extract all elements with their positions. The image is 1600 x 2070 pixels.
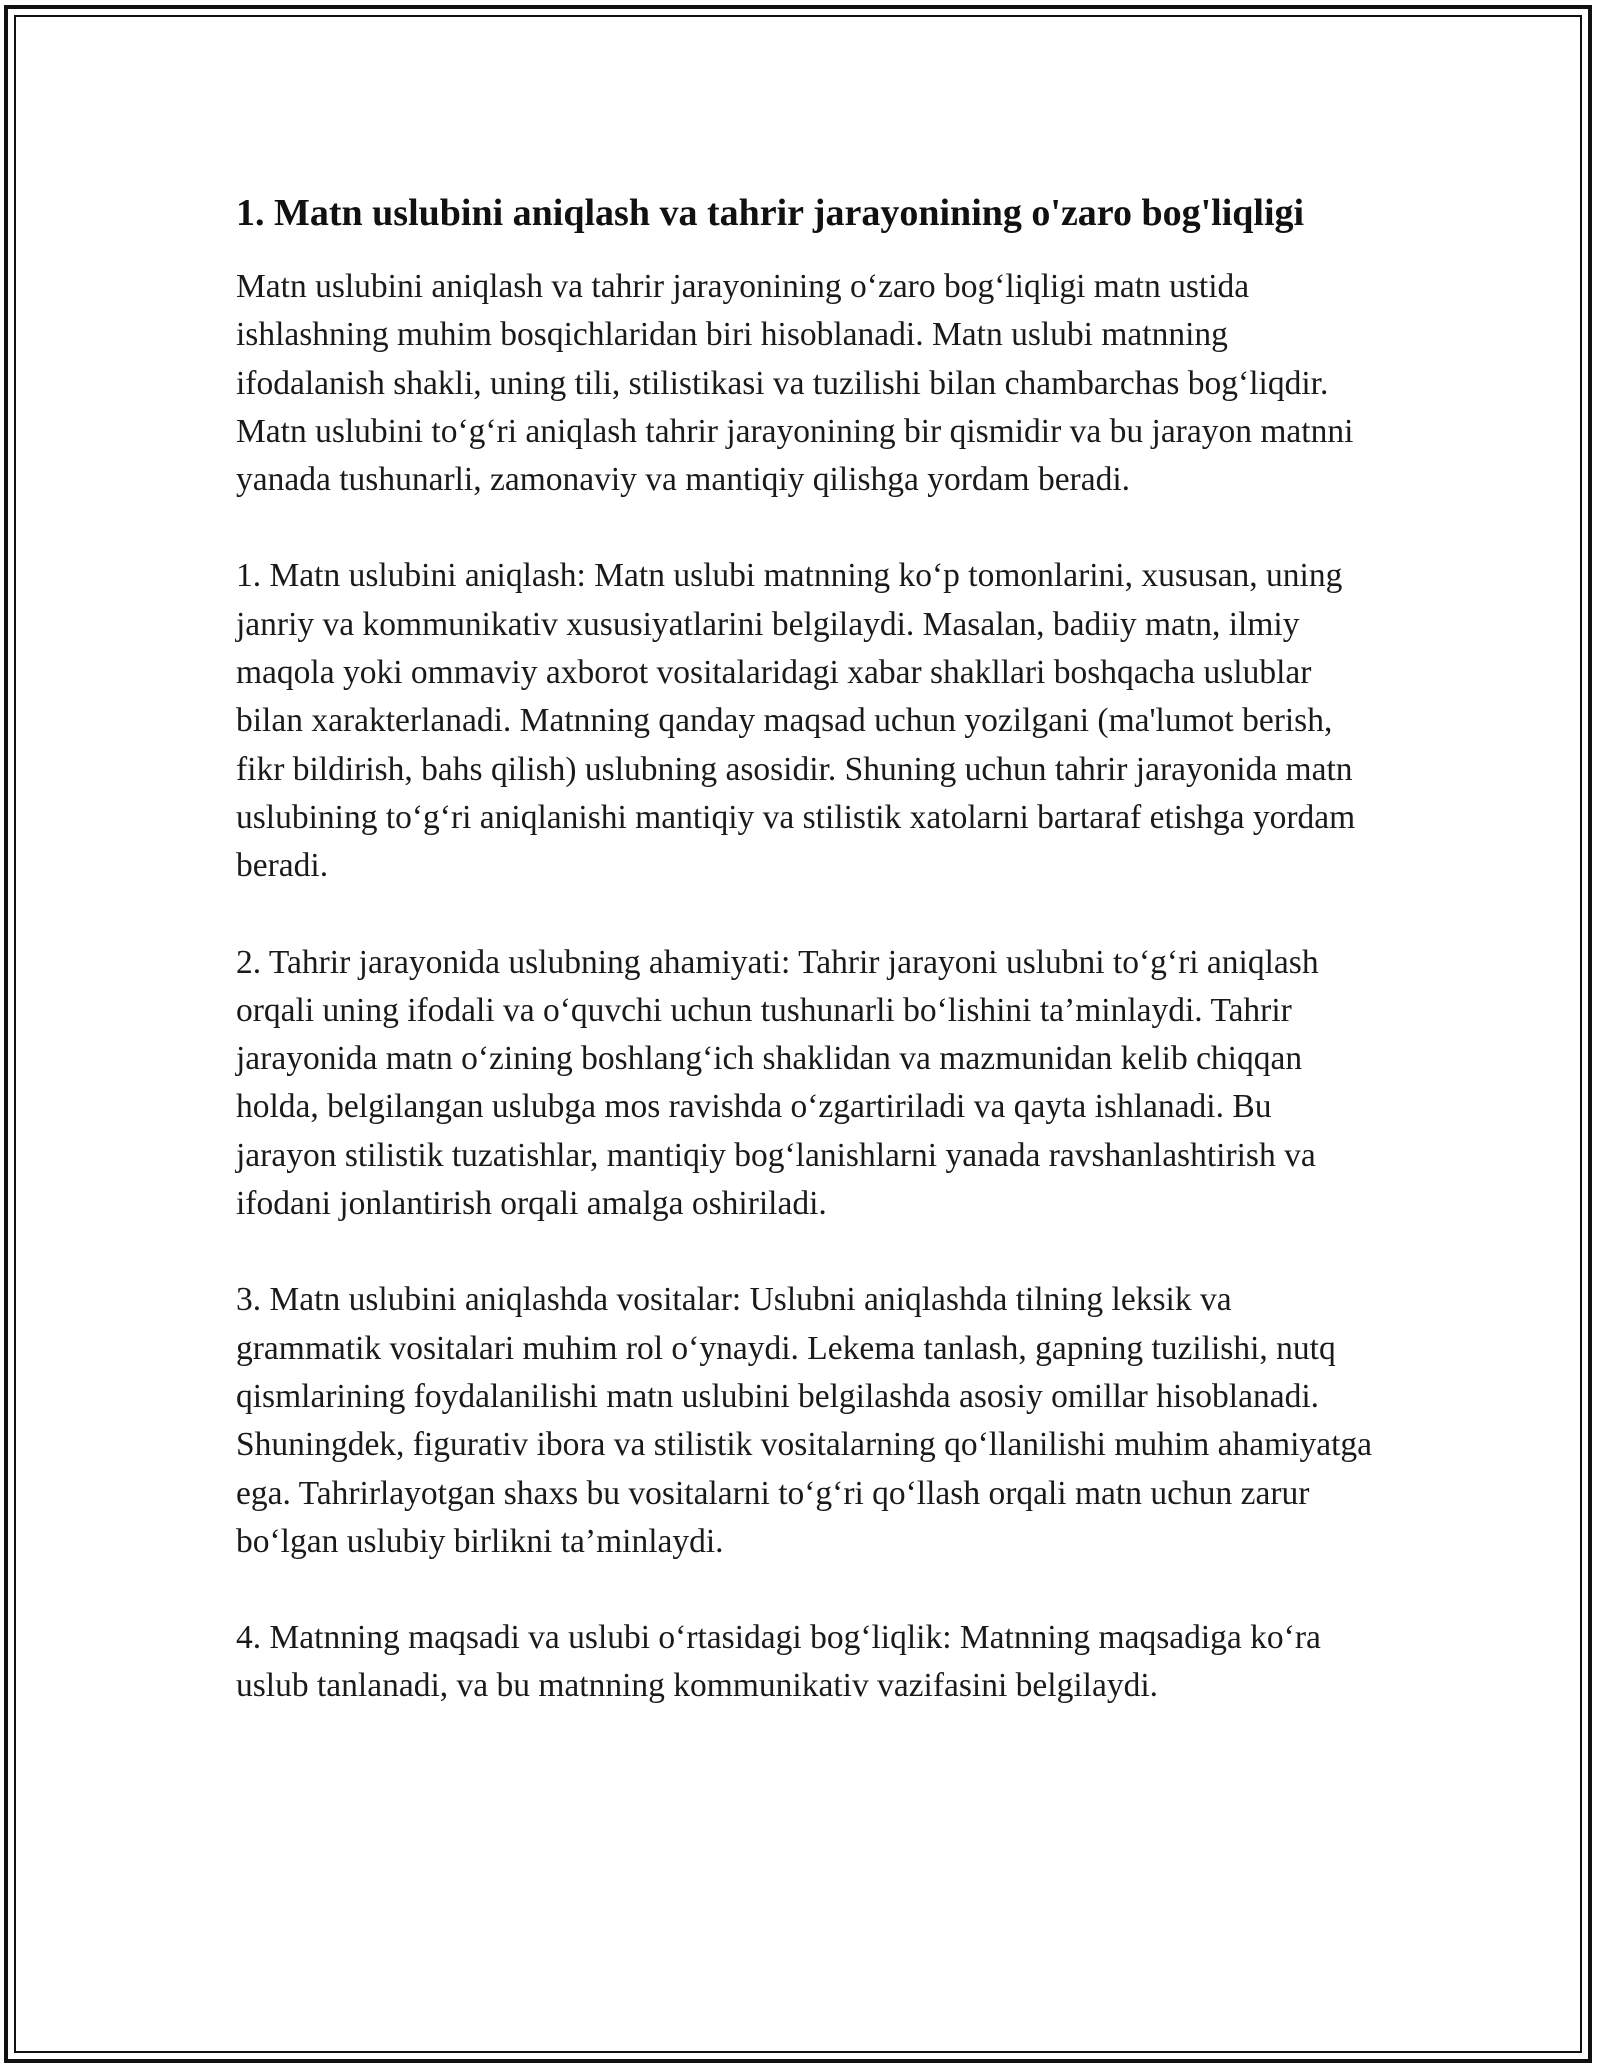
document-body	[236, 186, 1376, 1759]
paragraph-2: 2. Tahrir jarayonida uslubning ahamiyati: Tahrir jarayoni uslubni to‘g‘ri aniqlash orqali uning ifodali va o‘quvchi uchun tushunarli bo‘lishini ta’minlaydi. Tahrir jarayonida matn o‘zining boshlang‘ich shaklidan va mazmunidan kelib chiqqan holda, belgilangan uslubga mos ravishda o‘zgartiriladi va qayta ishlanadi. Bu jarayon stilistik tuzatishlar, mantiqiy bog‘lanishlarni yanada ravshanlashtirish va ifodani jonlantirish orqali amalga oshiriladi.	[236, 943, 1319, 1223]
paragraph-4: 4. Matnning maqsadi va uslubi o‘rtasidagi bog‘liqlik: Matnning maqsadiga ko‘ra uslub tanlanadi, va bu matnning kommunikativ vazifasini belgilaydi.	[236, 1619, 1321, 1705]
intro-paragraph: Matn uslubini aniqlash va tahrir jarayonining o‘zaro bog‘liqligi matn ustida ishlashning muhim bosqichlaridan biri hisoblanadi. Matn uslubi matnning ifodalanish shakli, uning tili, stilistikasi va tuzilishi bilan chambarchas bog‘liqdir. Matn uslubini to‘g‘ri aniqlash tahrir jarayonining bir qismidir va bu jarayon matnni yanada tushunarli, zamonaviy va mantiqiy qilishga yordam beradi.	[236, 268, 1354, 499]
paragraph-3: 3. Matn uslubini aniqlashda vositalar: Uslubni aniqlashda tilning leksik va grammatik vositalari muhim rol o‘ynaydi. Lekema tanlash, gapning tuzilishi, nutq qismlarining foydalanilishi matn uslubini belgilashda asosiy omillar hisoblanadi. Shuningdek, figurativ ibora va stilistik vositalarning qo‘llanilishi muhim ahamiyatga ega. Tahrirlayotgan shaxs bu vositalarni to‘g‘ri qo‘llash orqali matn uchun zarur bo‘lgan uslubiy birlikni ta’minlaydi.	[236, 1281, 1373, 1560]
paragraph-1: 1. Matn uslubini aniqlash: Matn uslubi matnning ko‘p tomonlarini, xususan, uning janriy va kommunikativ xususiyatlarini belgilaydi. Masalan, badiiy matn, ilmiy maqola yoki ommaviy axborot vositalaridagi xabar shakllari boshqacha uslublar bilan xarakterlanadi. Matnning qanday maqsad uchun yozilgani (ma'lumot berish, fikr bildirish, bahs qilish) uslubning asosidir. Shuning uchun tahrir jarayonida matn uslubining to‘g‘ri aniqlanishi mantiqiy va stilistik xatolarni bartaraf etishga yordam beradi.	[236, 557, 1356, 885]
document-title: 1. Matn uslubini aniqlash va tahrir jarayonining o'zaro bog'liqligi	[236, 192, 1305, 234]
